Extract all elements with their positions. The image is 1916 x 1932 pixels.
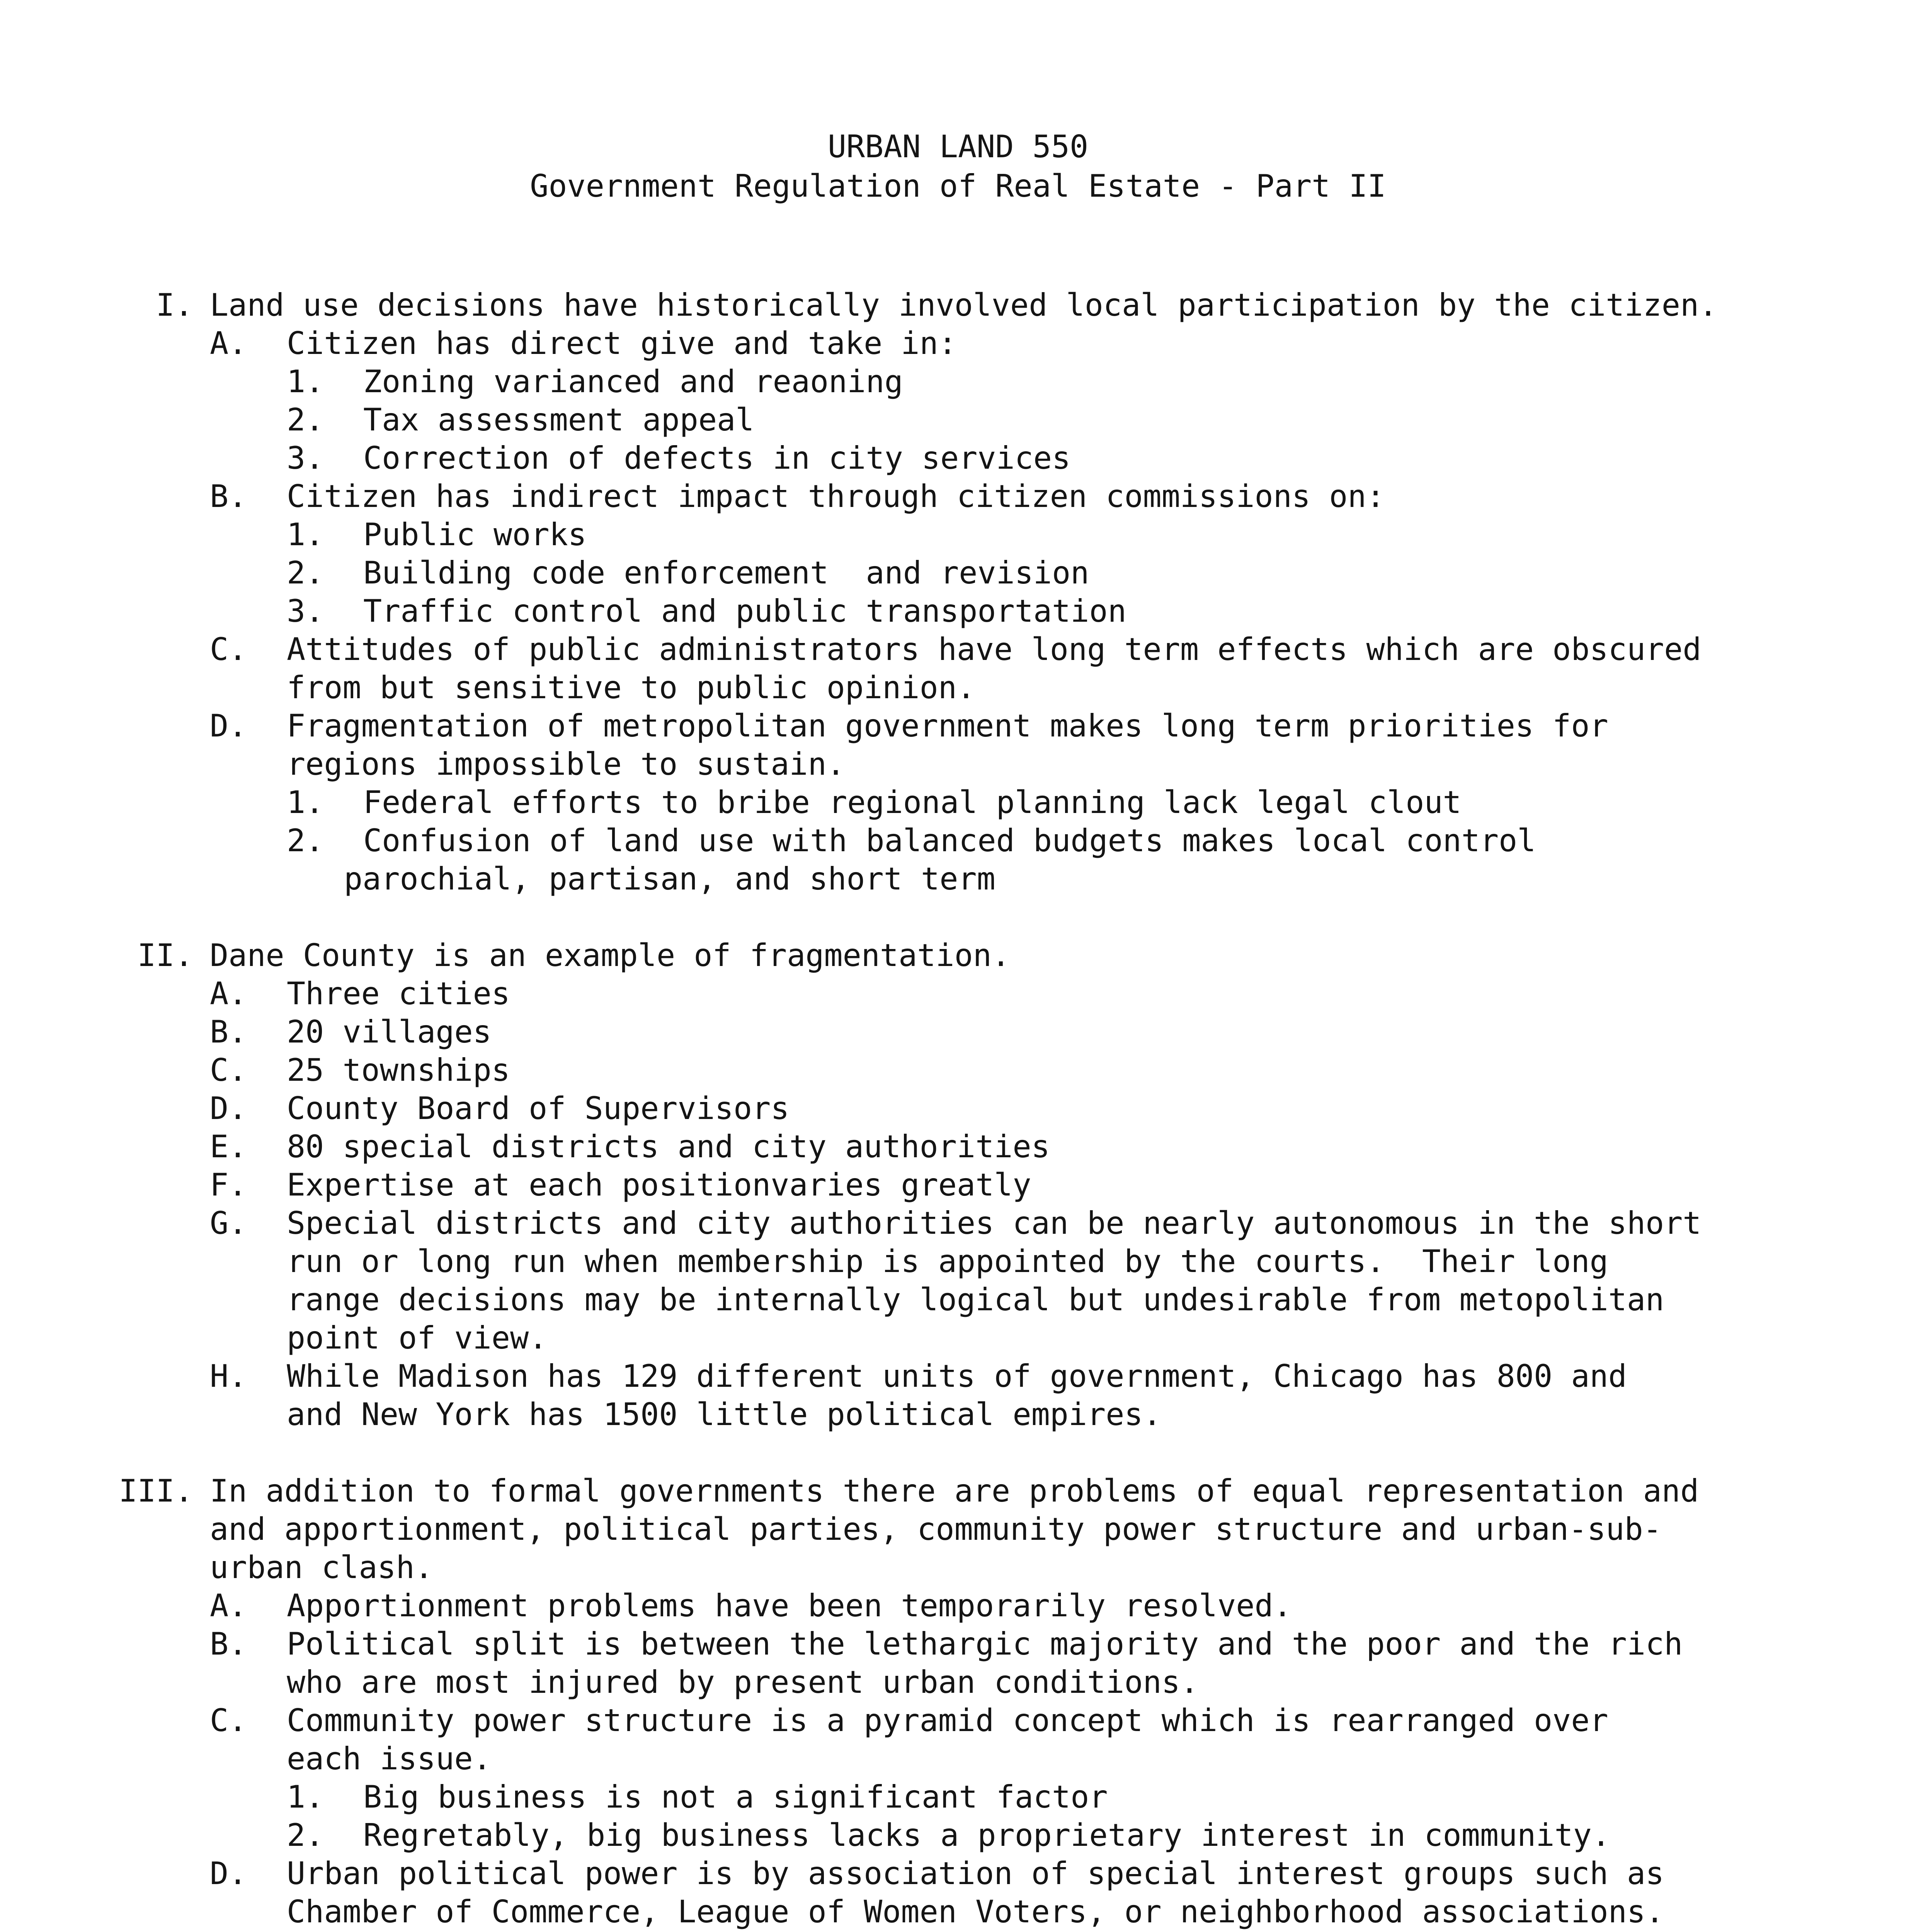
item-marker: D. [210, 1090, 247, 1126]
subitem-marker: 2. [287, 402, 324, 438]
subitem-line: Correction of defects in city services [363, 440, 1071, 476]
item-line: Special districts and city authorities can be nearly autonomous in the short [287, 1205, 1702, 1241]
item-line: Political split is between the lethargic majority and the poor and the rich [287, 1626, 1683, 1662]
document-subtitle: Government Regulation of Real Estate - Part II [530, 168, 1386, 204]
item-marker: C. [210, 1702, 247, 1738]
subitem-marker: 2. [287, 823, 324, 859]
section-numeral: II. [137, 937, 193, 973]
item-line: 80 special districts and city authorities [287, 1129, 1050, 1165]
subitem-marker: 1. [287, 1779, 324, 1815]
item-line: Expertise at each positionvaries greatly [287, 1167, 1031, 1203]
section-heading-line: Land use decisions have historically involved local participation by the citizen. [210, 287, 1718, 323]
item-line: regions impossible to sustain. [287, 746, 845, 782]
subitem-marker: 1. [287, 784, 324, 820]
item-line: Urban political power is by association of special interest groups such as [287, 1855, 1664, 1891]
item-line: Citizen has direct give and take in: [287, 325, 957, 361]
item-marker: C. [210, 1052, 247, 1088]
item-marker: D. [210, 1855, 247, 1891]
item-marker: C. [210, 631, 247, 667]
subitem-marker: 3. [287, 593, 324, 629]
section-heading-line: In addition to formal governments there are problems of equal representation and [210, 1473, 1699, 1509]
subitem-marker: 1. [287, 364, 324, 400]
item-marker: A. [210, 325, 247, 361]
item-line: Three cities [287, 976, 510, 1012]
section-numeral: I. [156, 287, 193, 323]
subitem-line: Traffic control and public transportation [363, 593, 1126, 629]
item-line: each issue. [287, 1741, 492, 1777]
item-line: Community power structure is a pyramid concept which is rearranged over [287, 1702, 1608, 1738]
item-line: 20 villages [287, 1014, 492, 1050]
item-line: 25 townships [287, 1052, 510, 1088]
item-line: Fragmentation of metropolitan government makes long term priorities for [287, 708, 1608, 744]
item-line: point of view. [287, 1320, 548, 1356]
item-marker: B. [210, 1626, 247, 1662]
item-line: Citizen has indirect impact through citizen commissions on: [287, 478, 1385, 514]
item-line: County Board of Supervisors [287, 1090, 790, 1126]
subitem-marker: 2. [287, 1817, 324, 1853]
item-line: from but sensitive to public opinion. [287, 670, 976, 706]
item-marker: B. [210, 478, 247, 514]
item-marker: D. [210, 708, 247, 744]
subitem-line: Zoning varianced and reaoning [363, 364, 903, 400]
item-marker: A. [210, 1588, 247, 1624]
item-marker: B. [210, 1014, 247, 1050]
subitem-line: Big business is not a significant factor [363, 1779, 1108, 1815]
subitem-line: Federal efforts to bribe regional planning lack legal clout [363, 784, 1462, 820]
course-title: URBAN LAND 550 [827, 129, 1089, 165]
section-numeral: III. [119, 1473, 193, 1509]
subitem-line: parochial, partisan, and short term [344, 861, 995, 897]
item-marker: H. [210, 1358, 247, 1394]
subitem-line: Confusion of land use with balanced budgets makes local control [363, 823, 1536, 859]
section-heading-line: and apportionment, political parties, community power structure and urban-sub- [210, 1511, 1662, 1547]
item-marker: F. [210, 1167, 247, 1203]
subitem-line: Public works [363, 517, 587, 553]
section-heading-line: urban clash. [210, 1549, 433, 1585]
subitem-line: Building code enforcement and revision [363, 555, 1089, 591]
subitem-line: Tax assessment appeal [363, 402, 754, 438]
section-heading-line: Dane County is an example of fragmentation. [210, 937, 1011, 973]
item-line: Attitudes of public administrators have long term effects which are obscured [287, 631, 1702, 667]
item-line: While Madison has 129 different units of government, Chicago has 800 and [287, 1358, 1627, 1394]
subitem-marker: 2. [287, 555, 324, 591]
item-line: who are most injured by present urban conditions. [287, 1664, 1199, 1700]
item-marker: A. [210, 976, 247, 1012]
item-marker: G. [210, 1205, 247, 1241]
item-line: run or long run when membership is appointed by the courts. Their long [287, 1243, 1608, 1279]
subitem-line: Regretably, big business lacks a proprietary interest in community. [363, 1817, 1610, 1853]
item-line: Chamber of Commerce, League of Women Voters, or neighborhood associations. [287, 1894, 1664, 1930]
subitem-marker: 3. [287, 440, 324, 476]
subitem-marker: 1. [287, 517, 324, 553]
item-line: Apportionment problems have been temporarily resolved. [287, 1588, 1292, 1624]
item-line: and New York has 1500 little political empires. [287, 1396, 1162, 1432]
item-marker: E. [210, 1129, 247, 1165]
item-line: range decisions may be internally logical but undesirable from metopolitan [287, 1282, 1664, 1318]
